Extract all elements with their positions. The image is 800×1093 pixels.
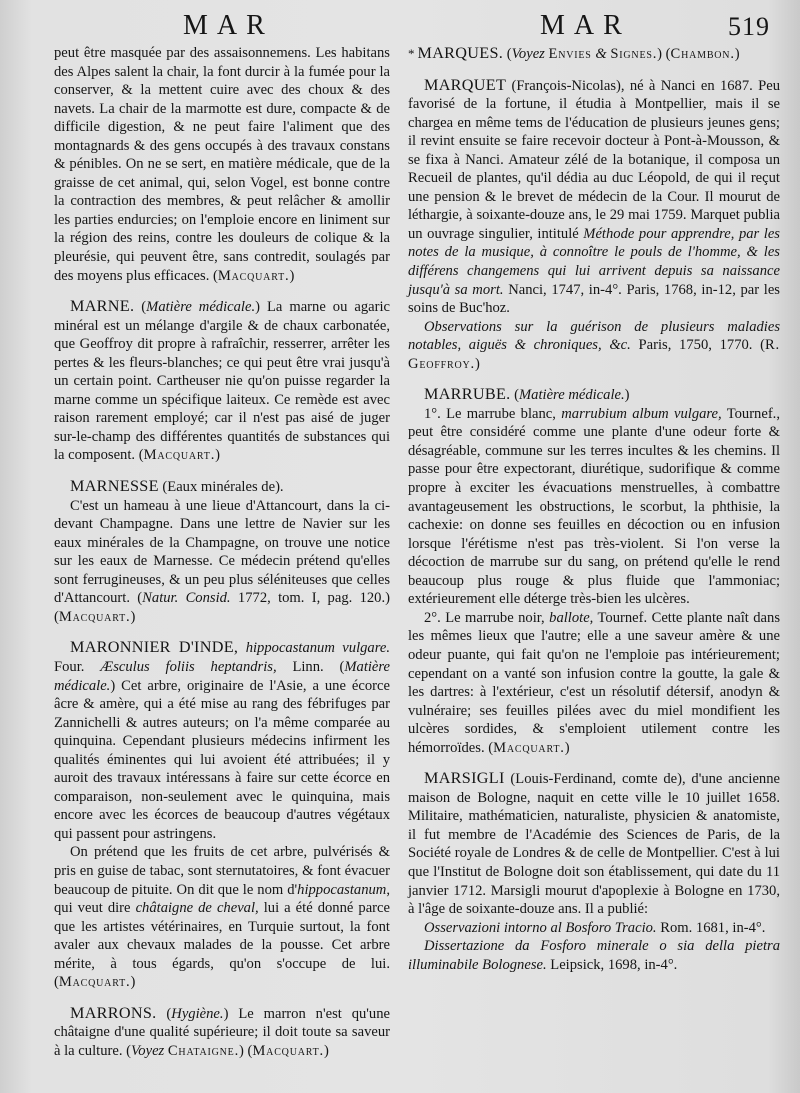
header-left-word: MAR [183,10,274,41]
headword: MARNESSE [70,477,159,496]
headword: MARRUBE. [424,385,511,404]
category: Matière médicale. [519,387,625,404]
book-title: Observations sur la guérison de plusieurs maladies notables, aiguës & chroniques, &c. [408,318,780,354]
entry-marquet-works: Observations sur la guérison de plusieurs maladies notables, aiguës & chroniques, &c. Paris, 1750, 1770. (R. Geoffroy.) [408,318,780,372]
running-header [0,6,800,42]
entry-maronnier-p2: On prétend que les fruits de cet arbre, pulvérisés & pris en guise de tabac, sont sternutatoires, & font évacuer beaucoup de pituite. On dit que le nom d'hippocastanum, qui veut dire châtaigne de cheval, lui a été donné parce que les artistes vétérinaires, en Turquie surtout, la font avaler aux chevaux malades de la pousse. Cet arbre mérite, à tous égards, qu'on s'occupe de lui. (Macquart.) [54,844,390,991]
author-signature: Macquart. [58,608,131,625]
entry-marquet: MARQUET (François-Nicolas), né à Nanci en 1687. Peu favorisé de la fortune, il étudia à Montpellier, mais il se chargea en même tems de l'éducation de plusieurs jeunes gens; il revint ensuite se faire recevoir docteur à Pont-à-Mousson, & se fixa à Nanci. Amateur zélé de la botanique, il composa un Recueil de plantes, qu'il dédia au duc Léopold, de qui il reçut une pension & le brevet de médecin de la Cour. Il mourut de léthargie, à soixante-douze ans, le 29 mai 1759. Marquet publia un ouvrage singulier, intitulé Méthode pour apprendre, par les notes de la musique, à connoître le pouls de l'homme, & les différens changemens qui lui arrivent depuis sa naissance jusqu'à sa mort. Nanci, 1747, in-4°. Paris, 1768, in-12, par les soins de Buc'hoz. [408,75,780,317]
headword: MARQUET [424,75,507,94]
marmotte-continuation: peut être masquée par des assaisonnemens. Les habitans des Alpes salent la chair, la font durcir à la fumée pour la conserver, & la mettent cuire avec des choux & des navets. La chair de la marmotte est dure, compacte & de difficile digestion, & ne peut faire l'aliment que des montagnards & des gens occupés à des travaux constans & pénibles. On ne se sert, en matière médicale, que de la graisse de cet animal, qui, selon Vogel, est bonne contre la contraction des membres, & peut relâcher & amollir les parties endurcies; on l'emploie encore en liniment sur la région des reins, contre les douleurs de colique & la pleurésie, qui peuvent être, sans contredit, soulagés par des moyens plus efficaces. (Macquart.) [54,45,390,284]
entry-marques: * MARQUES. (Voyez Envies & Signes.) (Chambon.) [408,44,740,62]
header-right-word: MAR [540,10,631,41]
right-column [408,44,780,974]
book-title: Dissertazione da Fosforo minerale o sia della pietra illuminabile Bolognese. [408,938,780,973]
marsigli-work-2: Dissertazione da Fosforo minerale o sia della pietra illuminabile Bolognese. Leipsick, 1698, in-4°. [408,938,780,973]
author-signature: Macquart. [493,739,565,756]
headword: MARNE. [70,297,135,316]
cross-reference: Chataigne. [167,1042,240,1059]
page-number: 519 [728,12,770,41]
author-signature: Chambon. [670,46,735,62]
entry-marrube-title: MARRUBE. (Matière médicale.) [424,385,630,404]
entry-marnesse-body: C'est un hameau à une lieue d'Attancourt, dans la ci-devant Champagne. Dans une lettre de Navier sur les eaux minérales de la Champagne, on trouve une notice sur les eaux de Marnesse. Ce médecin prétend qu'elles sont ferrugineuses, & un peu plus séléniteuses que celles d'Attancourt. (Natur. Consid. 1772, tom. I, pag. 120.) (Macquart.) [54,497,391,625]
entry-marnesse-title: MARNESSE (Eaux minérales de). [70,477,284,496]
cross-reference: Signes. [610,46,658,62]
author-signature: R. Geoffroy. [408,337,780,372]
left-column [54,44,390,1060]
asterisk-mark: * [408,46,415,61]
entry-marrube-p2: 2°. Le marrube noir, ballote, Tournef. Cette plante naît dans les mêmes lieux que l'autre; elle a une saveur amère & une odeur puante, qui fait qu'on ne l'emploie pas intérieurement; cependant on a vanté son infusion contre la goutte, la gale & les dartres: à l'extérieur, c'est un résolutif détersif, anodyn & vulnéraire; ses feuilles pilées avec du miel mondifient les ulcères sordides, & s'emploient utilement contre les hémorroïdes. (Macquart.) [408,609,780,756]
author-signature: Macquart. [252,1042,324,1059]
category: Hygiène. [171,1005,224,1022]
reference: Natur. Consid. [142,590,231,607]
entry-marsigli: MARSIGLI (Louis-Ferdinand, comte de), d'une ancienne maison de Bologne, naquit en cette ville le 10 juillet 1658. Militaire, mathématicien, naturaliste, physicien & anatomiste, il fut membre de l'Académie des Sciences de Paris, de la Société royale de Londres & de celle de Montpellier. C'est à lui que l'Institut de Bologne doit son établissement, qui date du 11 janvier 1712. Marsigli mourut d'apoplexie à Bologne en 1730, à l'âge de soixante-douze ans. Il a publié: [408,769,781,918]
entry-marrube-p1: 1°. Le marrube blanc, marrubium album vulgare, Tournef., peut être considéré comme une plante d'une odeur forte & désagréable, commune sur les terres incultes & les chemins. Il passe pour être expectorant, diurétique, sudorifique & comme propre à exciter les évacuations menstruelles, à combattre avantageusement les obstructions, le scorbut, la phthisie, la cachexie: on donne ses feuilles en décoction ou en infusion lorsque l'érétisme n'est pas très-violent. Si l'on verse la décoction de marrube sur du sang, on prétend qu'elle le rend beaucoup plus rouge & plus fluide que l'ammoniac; extérieurement elle déterge très-bien les ulcères. [408,405,780,608]
book-title: Méthode pour apprendre, par les notes de la musique, à connoître le pouls de l'homme, & les différens changemens qui lui arrivent depuis sa naissance jusqu'à sa mort. [408,225,780,298]
entry-maronnier: MARONNIER D'INDE, hippocastanum vulgare. Four. Æsculus foliis heptandris, Linn. (Matière médicale.) Cet arbre, originaire de l'Asie, a une écorce âcre & amère, qui a été mise au rang des fébrifuges par Zannichelli & autres auteurs; on l'a même comparée au quinquina. Cependant plusieurs médecins infirment les qualités éminentes qui lui avoient été attribuées; il y auroit des travaux intéressans à faire sur cette écorce en comparaison, non-seulement avec le quinquina, mais encore avec les écorces de beaucoup d'autres végétaux qui passent pour astringens. [54,638,391,842]
category: Matière médicale. [54,658,391,694]
marsigli-work-1: Osservazioni intorno al Bosforo Tracio. Rom. 1681, in-4°. [424,919,766,936]
book-title: Osservazioni intorno al Bosforo Tracio. [424,919,657,936]
headword: MARONNIER D'INDE, [70,638,239,657]
author-signature: Macquart. [58,974,131,991]
entry-marne: MARNE. (Matière médicale.) La marne ou agaric minéral est un mélange d'argile & de chaux carbonatée, que Geoffroy dit propre à rafraîchir, resserrer, arrêter les pertes & les fleurs-blanches; ce qui peut être vrai jusqu'à un certain point. Cartheuser nie qu'on puisse regarder la marne comme un spécifique laiteux. Ce remède est avec raison rarement employé; car il n'est pas aisé de juger sur-le-champ des différentes quantités de substances qui la composent. (Macquart.) [54,297,390,464]
category: Matière médicale. [146,299,256,316]
author-signature: Macquart. [143,447,216,464]
author-signature: Macquart. [217,267,290,284]
headword: MARSIGLI [424,769,505,788]
headword: MARRONS. [70,1003,157,1022]
cross-reference: Envies [548,46,592,62]
entry-marrons: MARRONS. (Hygiène.) Le marron n'est qu'une châtaigne d'une qualité supérieure; il doit toute sa saveur à la culture. (Voyez Chataigne.) (Macquart.) [54,1003,390,1059]
headword: MARQUES. [417,44,504,62]
